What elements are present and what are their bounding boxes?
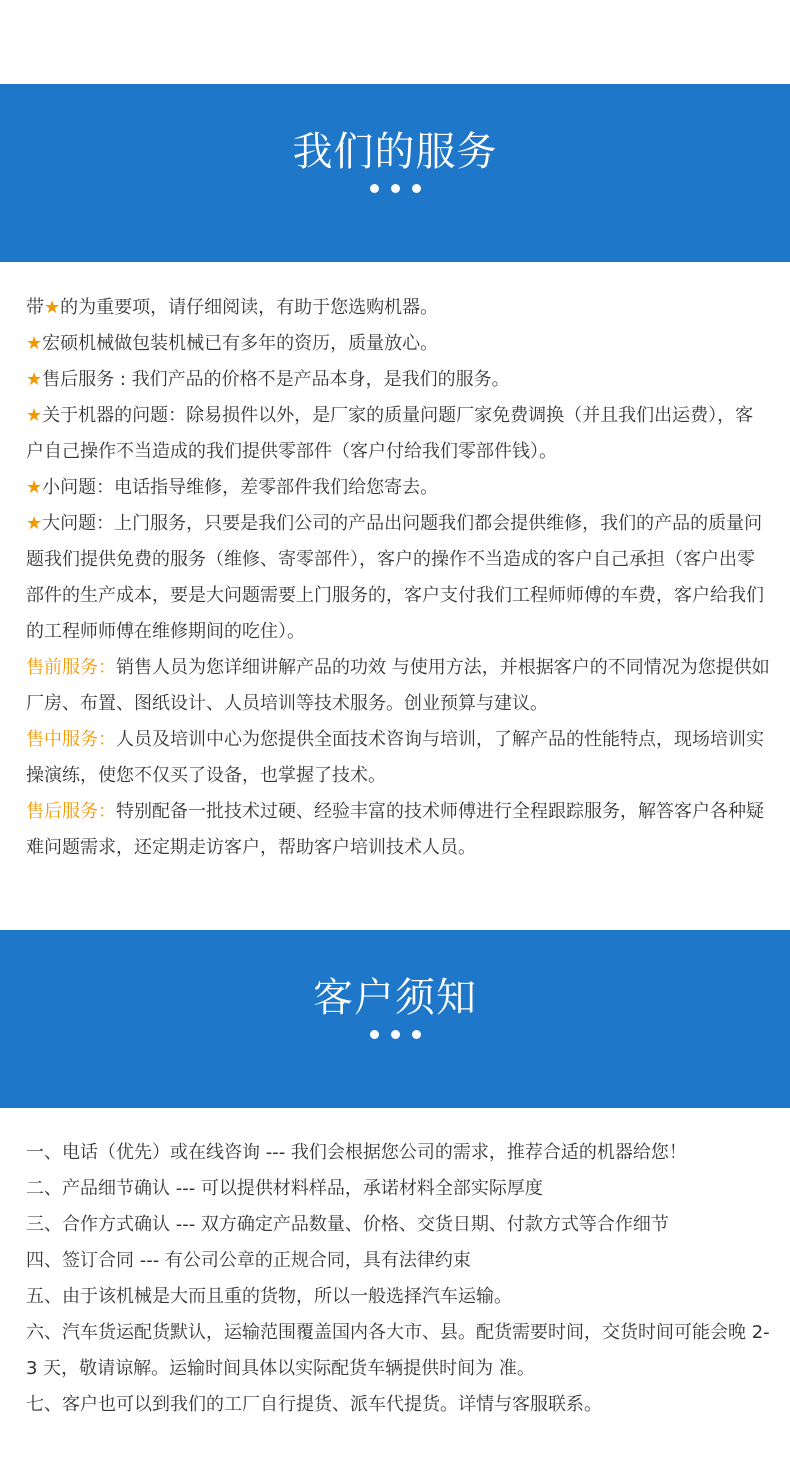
after-sale-service [26, 794, 770, 866]
banner-dots [0, 184, 790, 194]
intro-prefix: 带 [26, 297, 44, 318]
pre-sale-label: 售前服务： [26, 657, 116, 678]
service-item-text: 关于机器的问题：除易损件以外，是厂家的质量问题厂家免费调换（并且我们出运费），客户自己操作不当造成的我们提供零部件（客户付给我们零部件钱）。 [26, 405, 754, 462]
service-item-text: 宏硕机械做包装机械已有多年的资历，质量放心。 [42, 333, 439, 354]
notice-title: 客户须知 [313, 975, 477, 1021]
notice-item: 四、签订合同 --- 有公司公章的正规合同，具有法律约束 [26, 1250, 471, 1271]
notice-content [26, 1135, 770, 1423]
after-sale-text: 特别配备一批技术过硬、经验丰富的技术师傅进行全程跟踪服务，解答客户各种疑难问题需求，还定期走访客户，帮助客户培训技术人员。 [26, 801, 764, 858]
notice-item: 七、客户也可以到我们的工厂自行提货、派车代提货。详情与客服联系。 [26, 1394, 602, 1415]
pre-sale-text: 销售人员为您详细讲解产品的功效 与使用方法，并根据客户的不同情况为您提供如厂房、布置、图纸设计、人员培训等技术服务。创业预算与建议。 [26, 657, 770, 714]
star-icon: ★ [26, 333, 43, 354]
service-item [26, 326, 770, 362]
notice-banner [0, 930, 790, 1108]
intro-suffix: 的为重要项，请仔细阅读，有助于您选购机器。 [60, 297, 439, 318]
star-icon: ★ [26, 513, 43, 534]
after-sale-label: 售后服务： [26, 801, 116, 822]
services-title: 我们的服务 [292, 129, 498, 175]
dot-icon [370, 1030, 379, 1039]
pre-sale-service [26, 650, 770, 722]
notice-item: 二、产品细节确认 --- 可以提供材料样品，承诺材料全部实际厚度 [26, 1178, 543, 1199]
service-item [26, 506, 770, 650]
dot-icon [391, 1030, 400, 1039]
notice-item: 五、由于该机械是大而且重的货物，所以一般选择汽车运输。 [26, 1286, 512, 1307]
services-intro [26, 290, 770, 326]
service-item [26, 362, 770, 398]
star-icon: ★ [44, 297, 61, 318]
service-item [26, 470, 770, 506]
in-sale-text: 人员及培训中心为您提供全面技术咨询与培训，了解产品的性能特点，现场培训实操演练，使您不仅买了设备，也掌握了技术。 [26, 729, 764, 786]
star-icon: ★ [26, 369, 43, 390]
services-banner [0, 84, 790, 262]
dot-icon [412, 184, 421, 193]
service-item [26, 398, 770, 470]
service-item-text: 大问题：上门服务，只要是我们公司的产品出问题我们都会提供维修，我们的产品的质量问题我们提供免费的服务（维修、寄零部件），客户的操作不当造成的客户自己承担（客户出零部件的生产成本，要是大问题需要上门服务的，客户支付我们工程师师傅的车费，客户给我们的工程师师傅在维修期间的吃住）。 [26, 513, 764, 642]
service-item-text: 售后服务 : 我们产品的价格不是产品本身，是我们的服务。 [42, 369, 510, 390]
banner-dots [0, 1030, 790, 1040]
service-item-text: 小问题：电话指导维修，差零部件我们给您寄去。 [42, 477, 439, 498]
in-sale-label: 售中服务： [26, 729, 116, 750]
notice-item: 一、电话（优先）或在线咨询 --- 我们会根据您公司的需求，推荐合适的机器给您！ [26, 1142, 687, 1163]
dot-icon [412, 1030, 421, 1039]
in-sale-service [26, 722, 770, 794]
star-icon: ★ [26, 477, 43, 498]
services-content [26, 290, 770, 866]
notice-item: 三、合作方式确认 --- 双方确定产品数量、价格、交货日期、付款方式等合作细节 [26, 1214, 669, 1235]
dot-icon [370, 184, 379, 193]
dot-icon [391, 184, 400, 193]
star-icon: ★ [26, 405, 43, 426]
notice-item: 六、汽车货运配货默认，运输范围覆盖国内各大市、县。配货需要时间，交货时间可能会晚 2-3 天，敬请谅解。运输时间具体以实际配货车辆提供时间为 准。 [26, 1322, 770, 1379]
